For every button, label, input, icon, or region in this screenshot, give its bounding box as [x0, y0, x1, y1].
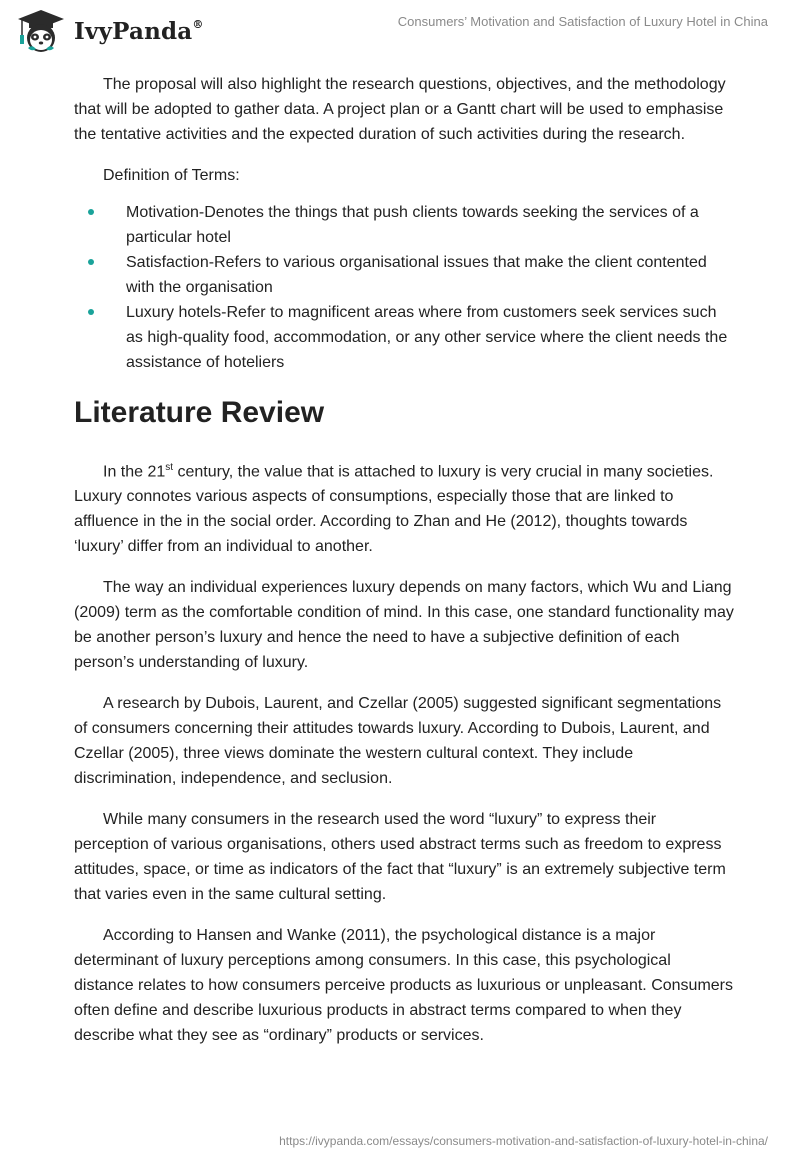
list-item: [74, 300, 734, 375]
term-text: Motivation-Denotes the things that push clients towards seeking the services of a particular hotel: [126, 204, 699, 246]
body-paragraph: While many consumers in the research used the word “luxury” to express their perception of various organisations, others used abstract terms such as freedom to express attitudes, space, or time as indicators of the fact that “luxury” is an extremely subjective term that varies even in the same cultural setting.: [74, 811, 726, 904]
list-item: [74, 200, 734, 250]
literature-review-heading: Literature Review: [74, 396, 325, 429]
bullet-dot-icon: [88, 259, 94, 265]
list-item: [74, 250, 734, 300]
ivypanda-logo[interactable]: [14, 8, 204, 54]
logo-wordmark: IvyPanda®: [74, 17, 204, 45]
source-url[interactable]: https://ivypanda.com/essays/consumers-motivation-and-satisfaction-of-luxury-hotel-in-china/: [279, 1134, 768, 1148]
term-text: Luxury hotels-Refer to magnificent areas where from customers seek services such as high-quality food, accommodation, or any other service where the client needs the assistance of hoteliers: [126, 304, 728, 371]
panda-graduation-cap-icon: [14, 8, 68, 54]
body-paragraph: A research by Dubois, Laurent, and Czellar (2005) suggested significant segmentations of consumers concerning their attitudes towards luxury. According to Dubois, Laurent, and Czellar (2005), three views dominate the western cultural context. They include discrimination, independence, and seclusion.: [74, 695, 722, 788]
definition-of-terms-label: Definition of Terms:: [103, 167, 240, 184]
body-paragraph: According to Hansen and Wanke (2011), the psychological distance is a major determinant of luxury perceptions among consumers. In this case, this psychological distance relates to how consumers perceive products as luxurious or unpleasant. Consumers often define and describe luxurious products in abstract terms compared to when they describe what they see as “ordinary” products or services.: [74, 927, 733, 1045]
intro-paragraph: The proposal will also highlight the research questions, objectives, and the methodology that will be adopted to gather data. A project plan or a Gantt chart will be used to emphasise the tentative activities and the expected duration of such activities during the research.: [74, 76, 726, 143]
bullet-dot-icon: [88, 209, 94, 215]
registered-mark: ®: [192, 17, 204, 31]
bullet-dot-icon: [88, 309, 94, 315]
terms-list: [74, 200, 734, 375]
term-text: Satisfaction-Refers to various organisational issues that make the client contented with the organisation: [126, 254, 707, 296]
body-paragraph: The way an individual experiences luxury depends on many factors, which Wu and Liang (2009) term as the comfortable condition of mind. In this case, one standard functionality may be another person’s luxury and hence the need to have a subjective definition of each person’s understanding of luxury.: [74, 579, 734, 672]
document-title: Consumers’ Motivation and Satisfaction of Luxury Hotel in China: [397, 14, 768, 29]
body-paragraph: In the 21st century, the value that is attached to luxury is very crucial in many societies. Luxury connotes various aspects of consumptions, especially those that are linked to affluence in the in the social order. According to Zhan and He (2012), thoughts towards ‘luxury’ differ from an individual to another.: [74, 462, 714, 556]
essay-body: [74, 72, 734, 1064]
page-header: [0, 0, 800, 60]
